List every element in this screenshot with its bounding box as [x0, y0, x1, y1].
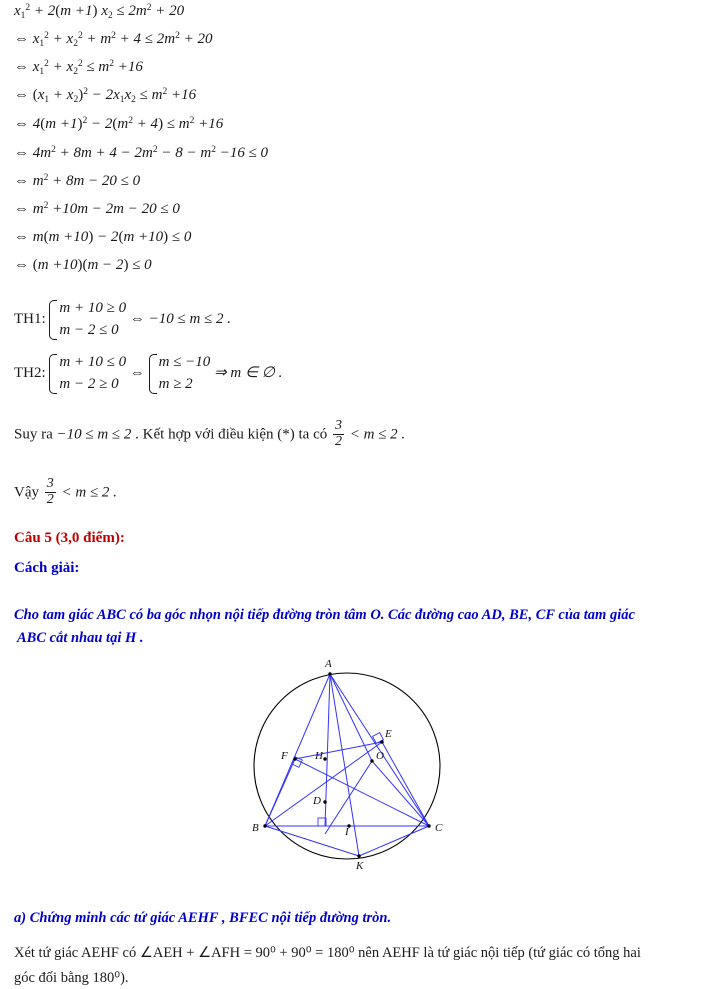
equation-line-6: ⇔ $4m^2 + 8m + 4 - 2m^2 - 8 - m^2 -16 \le 0$ — [14, 145, 269, 161]
point-f — [293, 757, 296, 760]
point-d — [323, 800, 326, 803]
segment-oc — [372, 761, 429, 826]
conclusion-1-middle: . Kết hợp với điều kiện (*) ta có — [135, 426, 328, 443]
equation-line-1: $x_1^2 + 2(m +1) x_2 \le 2m^2 + 20$ — [14, 3, 185, 21]
case-1-label: TH1: — [14, 311, 46, 328]
conclusion-line-2 — [14, 478, 117, 508]
point-c — [427, 824, 430, 827]
case-2-result: ⇒ m ∈ ∅ . — [214, 365, 283, 382]
problem-statement-line-1: Cho tam giác ABC có ba góc nhọn nội tiếp đường tròn tâm O. Các đường cao AD, BE, CF của tam giác — [14, 607, 635, 623]
diagram-svg — [239, 656, 489, 894]
label-h: H — [315, 750, 323, 762]
case-2: TH2: m + 10 ≤ 0 m − 2 ≥ 0 ⇔ m ≤ −10 m ≥ 2 ⇒ m ∈ ∅ . — [14, 352, 282, 396]
circle-triangle-diagram — [239, 656, 489, 894]
segment-fe — [295, 742, 382, 759]
label-i: I — [345, 826, 349, 838]
case-2-system: m + 10 ≤ 0 m − 2 ≥ 0 — [49, 352, 126, 396]
problem-statement-line-2: ABC cắt nhau tại H . — [17, 630, 144, 646]
triangle-abc — [265, 674, 429, 826]
conclusion-1-range: −10 ≤ m ≤ 2 — [56, 426, 132, 443]
equation-line-8: ⇔ $m^2 +10m - 2m - 20 \le 0$ — [14, 201, 180, 217]
equation-line-3: ⇔ $x_1^2 + x_2^2 \le m^2 +16$ — [14, 59, 143, 77]
conclusion-1-tail: < m ≤ 2 . — [349, 426, 406, 443]
fraction-three-halves: $\frac{3}{2}$ — [335, 418, 342, 449]
equation-line-7: ⇔ $m^2 + 8m - 20 \le 0$ — [14, 173, 141, 189]
point-o — [370, 759, 373, 762]
equation-line-4: ⇔ $(x_1 + x_2)^2 - 2x_1x_2 \le m^2 +16$ — [14, 87, 197, 105]
case-1-system: m + 10 ≥ 0 m − 2 ≤ 0 — [49, 298, 126, 342]
altitude-cf — [295, 759, 429, 826]
part-a-body-line-1: Xét tứ giác AEHF có ∠AEH + ∠AFH = 90⁰ + 90⁰ = 180⁰ nên AEHF là tứ giác nội tiếp (tứ giác có tổng hai — [14, 945, 641, 961]
point-a — [328, 672, 331, 675]
case-1-result: ⇔ −10 ≤ m ≤ 2 . — [129, 311, 232, 328]
conclusion-1-prefix: Suy ra — [14, 426, 53, 443]
conclusion-line-1 — [14, 420, 405, 450]
label-c: C — [435, 822, 443, 834]
question-heading: Câu 5 (3,0 điểm): — [14, 530, 125, 546]
point-k — [357, 854, 360, 857]
label-k: K — [356, 860, 364, 872]
label-a: A — [325, 658, 332, 670]
conclusion-2-prefix: Vậy — [14, 484, 39, 501]
label-b: B — [252, 822, 259, 834]
label-o: O — [376, 750, 384, 762]
part-a-heading: a) Chứng minh các tứ giác AEHF , BFEC nội tiếp đường tròn. — [14, 910, 392, 926]
segment-fb — [265, 759, 295, 826]
segment-oi — [325, 761, 372, 834]
fraction-three-halves-2: $\frac{3}{2}$ — [46, 476, 54, 507]
label-f: F — [281, 750, 288, 762]
point-b — [263, 824, 266, 827]
label-e: E — [385, 728, 392, 740]
conclusion-2-tail: < m ≤ 2 . — [61, 484, 117, 501]
point-e — [380, 740, 383, 743]
equation-line-10: ⇔ (m +10)(m − 2) ≤ 0 — [14, 257, 152, 273]
equation-line-2: ⇔ $x_1^2 + x_2^2 + m^2 + 4 \le 2m^2 + 20$ — [14, 31, 213, 49]
segment-ec — [382, 742, 429, 826]
equation-line-5: ⇔ $4(m +1)^2 - 2(m^2 + 4) \le m^2 +16$ — [14, 116, 224, 132]
segment-ck — [359, 826, 429, 856]
case-2-system-2: m ≤ −10 m ≥ 2 — [149, 352, 211, 396]
case-1 — [14, 298, 231, 342]
method-heading: Cách giải: — [14, 560, 80, 576]
label-d: D — [313, 795, 321, 807]
equation-line-9: ⇔ m(m +10) − 2(m +10) ≤ 0 — [14, 229, 192, 245]
point-h — [323, 757, 326, 760]
case-2-label: TH2: — [14, 365, 46, 382]
part-a-body-line-2: góc đối bằng 180⁰). — [14, 970, 129, 986]
